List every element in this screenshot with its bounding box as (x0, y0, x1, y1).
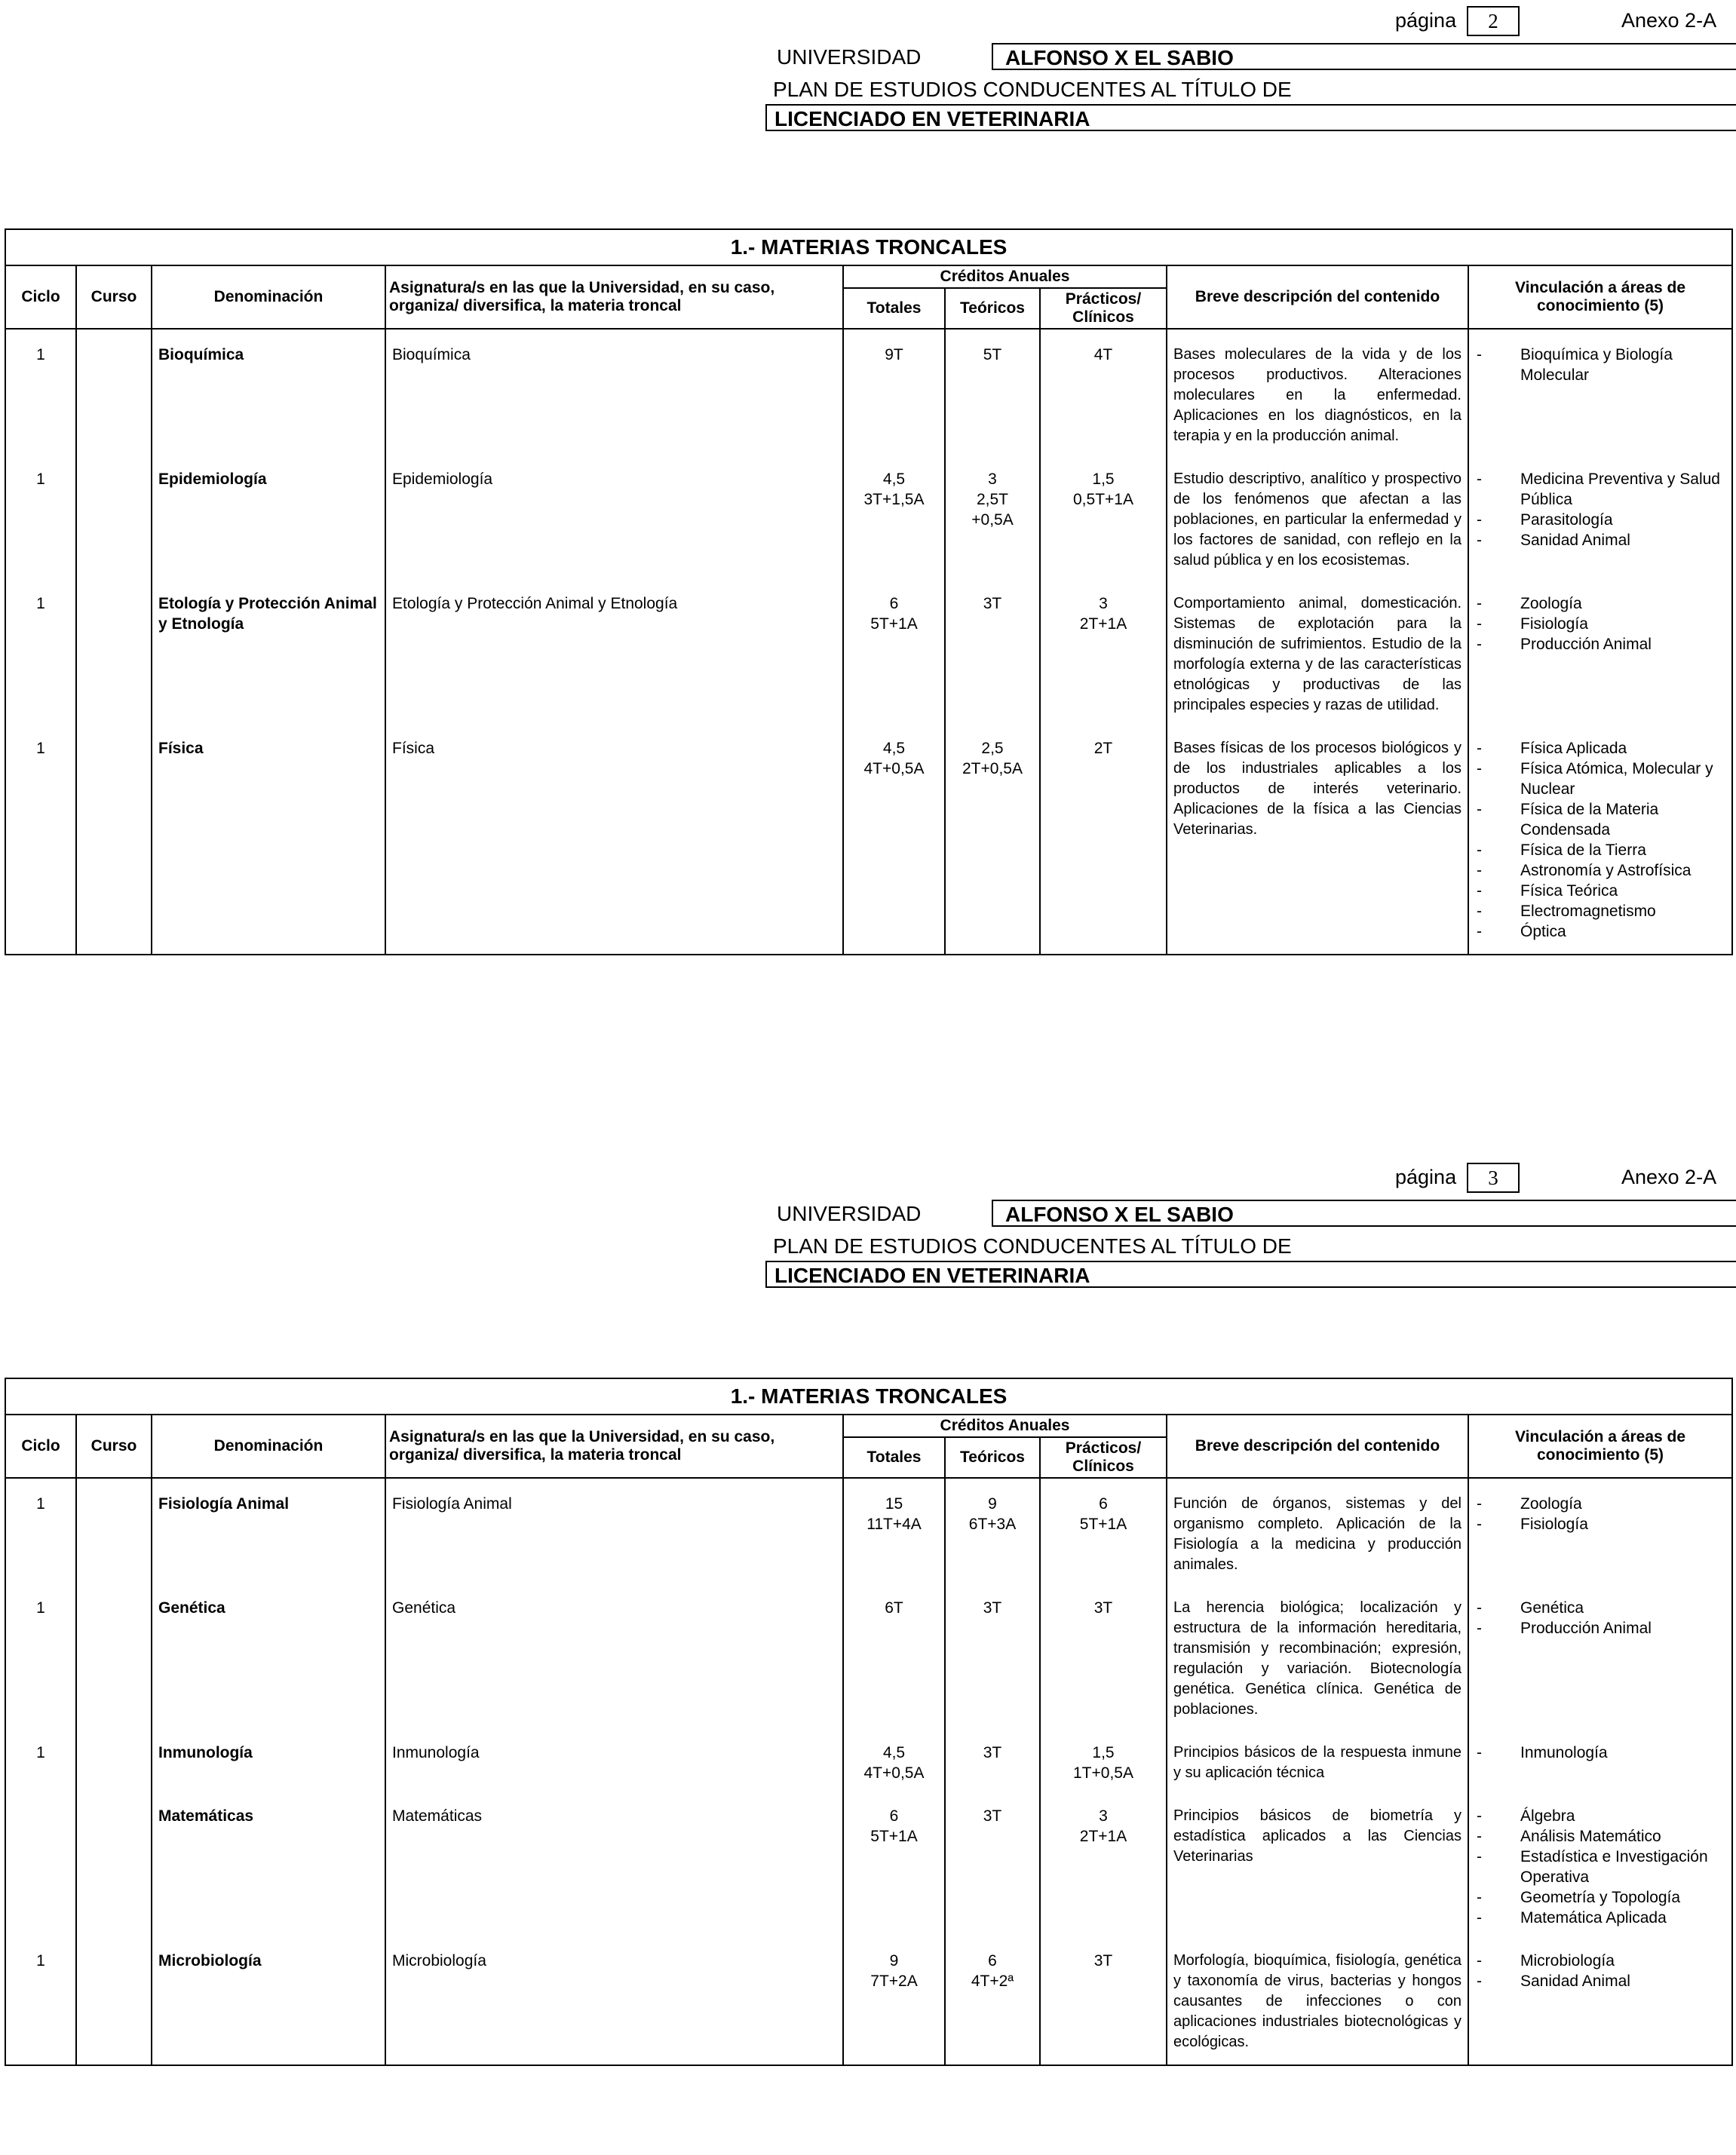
totales-text: 6 5T+1A (870, 1807, 918, 1845)
annex-label: Anexo 2-A (1621, 9, 1717, 32)
area-item: - Matemática Aplicada (1475, 1908, 1725, 1928)
descripcion-text: Bases moleculares de la vida y de los procesos productivos. Alteraciones moleculares en la enfermedad. Aplicaciones en los diagnósticos, en la terapia y en la producción animal. (1173, 346, 1461, 444)
table-row (5, 1587, 1732, 1732)
document-page-2 (0, 0, 1736, 940)
practicos-cell (1040, 728, 1167, 955)
teoricos-cell (945, 1478, 1040, 1587)
descripcion-cell (1167, 728, 1468, 955)
denominacion-cell (152, 1940, 385, 2065)
ciclo-cell (5, 329, 76, 458)
page-header (0, 1157, 1736, 1383)
descripcion-text: La herencia biológica; localización y estructura de la información hereditaria, transmisión y recombinación; expresión, regulación y variación. Biotecnología genética. Genética clínica. Genética de poblaciones. (1173, 1599, 1461, 1718)
denominacion-text: Bioquímica (158, 346, 244, 363)
table-row (5, 1795, 1732, 1940)
university-label: UNIVERSIDAD (777, 45, 922, 69)
col-creditos: Créditos Anuales (843, 1415, 1167, 1437)
totales-text: 6T (885, 1599, 903, 1617)
practicos-text: 2T (1093, 740, 1113, 757)
teoricos-text: 3T (983, 1807, 1002, 1825)
denominacion-text: Fisiología Animal (158, 1495, 290, 1513)
table-row (5, 583, 1732, 728)
descripcion-cell (1167, 1478, 1468, 1587)
asignatura-text: Genética (392, 1599, 456, 1617)
page-number-box: 3 (1467, 1163, 1520, 1193)
totales-text: 6 5T+1A (870, 595, 918, 633)
col-practicos: Prácticos/ Clínicos (1040, 288, 1167, 329)
practicos-cell (1040, 1940, 1167, 2065)
ciclo-cell (5, 458, 76, 583)
col-creditos: Créditos Anuales (843, 265, 1167, 288)
denominacion-cell (152, 1732, 385, 1795)
teoricos-text: 3T (983, 1599, 1002, 1617)
curso-cell (76, 1795, 152, 1940)
asignatura-cell (385, 1795, 843, 1940)
area-item: - Genética (1475, 1598, 1725, 1618)
descripcion-cell (1167, 583, 1468, 728)
asignatura-text: Bioquímica (392, 346, 471, 363)
ciclo-text: 1 (36, 1599, 45, 1617)
totales-cell (843, 329, 945, 458)
teoricos-text: 6 4T+2ª (971, 1952, 1014, 1990)
areas-list (1475, 738, 1725, 942)
area-item: - Electromagnetismo (1475, 901, 1725, 921)
teoricos-cell (945, 329, 1040, 458)
totales-text: 4,5 4T+0,5A (863, 1744, 925, 1782)
area-item: - Física de la Tierra (1475, 840, 1725, 860)
denominacion-text: Etología y Protección Animal y Etnología (158, 595, 377, 633)
practicos-text: 1,5 1T+0,5A (1073, 1744, 1133, 1782)
area-item: - Geometría y Topología (1475, 1887, 1725, 1908)
descripcion-text: Bases físicas de los procesos biológicos y de los industriales aplicables a los productos de interés veterinario. Aplicaciones de la física a las Ciencias Veterinarias. (1173, 740, 1461, 838)
practicos-text: 3 2T+1A (1079, 1807, 1127, 1845)
descripcion-cell (1167, 458, 1468, 583)
denominacion-cell (152, 1795, 385, 1940)
denominacion-cell (152, 1478, 385, 1587)
materias-table (5, 1378, 1733, 2066)
practicos-text: 6 5T+1A (1079, 1495, 1127, 1533)
table-body (5, 329, 1732, 955)
asignatura-cell (385, 1940, 843, 2065)
ciclo-cell (5, 728, 76, 955)
col-descripcion: Breve descripción del contenido (1167, 1415, 1468, 1478)
annex-label: Anexo 2-A (1621, 1166, 1717, 1188)
col-vinculacion: Vinculación a áreas de conocimiento (5) (1468, 265, 1732, 329)
practicos-text: 3T (1093, 1952, 1113, 1970)
table-body (5, 1478, 1732, 2065)
descripcion-text: Función de órganos, sistemas y del organismo completo. Aplicación de la Fisiología a la medicina y producción animales. (1173, 1495, 1461, 1573)
page-header (0, 0, 1736, 226)
descripcion-text: Principios básicos de la respuesta inmune y su aplicación técnica (1173, 1744, 1461, 1781)
university-label: UNIVERSIDAD (777, 1202, 922, 1225)
practicos-cell (1040, 458, 1167, 583)
denominacion-cell (152, 728, 385, 955)
totales-cell (843, 728, 945, 955)
table-row (5, 1478, 1732, 1587)
asignatura-cell (385, 458, 843, 583)
totales-text: 4,5 3T+1,5A (863, 471, 925, 508)
page-label: página (1395, 9, 1457, 32)
denominacion-cell (152, 583, 385, 728)
asignatura-text: Matemáticas (392, 1807, 483, 1825)
col-descripcion: Breve descripción del contenido (1167, 265, 1468, 329)
teoricos-cell (945, 728, 1040, 955)
vinculacion-cell (1468, 1940, 1732, 2065)
totales-text: 9 7T+2A (870, 1952, 918, 1990)
teoricos-text: 3T (983, 1744, 1002, 1761)
col-totales: Totales (843, 1437, 945, 1478)
asignatura-text: Etología y Protección Animal y Etnología (392, 595, 678, 612)
totales-text: 4,5 4T+0,5A (863, 740, 925, 777)
area-item: - Parasitología (1475, 510, 1725, 530)
curso-cell (76, 1478, 152, 1587)
denominacion-text: Física (158, 740, 204, 757)
plan-label: PLAN DE ESTUDIOS CONDUCENTES AL TÍTULO DE (773, 78, 1292, 101)
denominacion-text: Matemáticas (158, 1807, 254, 1825)
teoricos-text: 9 6T+3A (968, 1495, 1017, 1533)
col-practicos: Prácticos/ Clínicos (1040, 1437, 1167, 1478)
area-item: - Zoología (1475, 593, 1725, 614)
asignatura-cell (385, 1587, 843, 1732)
asignatura-cell (385, 728, 843, 955)
practicos-text: 3 2T+1A (1079, 595, 1127, 633)
area-item: - Medicina Preventiva y Salud Pública (1475, 469, 1725, 510)
area-item: - Bioquímica y Biología Molecular (1475, 345, 1725, 385)
teoricos-text: 5T (983, 346, 1002, 363)
denominacion-cell (152, 458, 385, 583)
col-vinculacion: Vinculación a áreas de conocimiento (5) (1468, 1415, 1732, 1478)
teoricos-cell (945, 458, 1040, 583)
denominacion-cell (152, 1587, 385, 1732)
descripcion-cell (1167, 1587, 1468, 1732)
vinculacion-cell (1468, 1478, 1732, 1587)
areas-list (1475, 1743, 1725, 1763)
areas-list (1475, 1806, 1725, 1928)
areas-list (1475, 1951, 1725, 1991)
area-item: - Inmunología (1475, 1743, 1725, 1763)
ciclo-text: 1 (36, 346, 45, 363)
page-number-box: 2 (1467, 6, 1520, 36)
vinculacion-cell (1468, 329, 1732, 458)
practicos-text: 3T (1093, 1599, 1113, 1617)
totales-cell (843, 1478, 945, 1587)
curso-cell (76, 583, 152, 728)
teoricos-cell (945, 1940, 1040, 2065)
teoricos-text: 2,5 2T+0,5A (962, 740, 1023, 777)
teoricos-cell (945, 1795, 1040, 1940)
col-ciclo: Ciclo (5, 1415, 76, 1478)
practicos-cell (1040, 1478, 1167, 1587)
denominacion-text: Microbiología (158, 1952, 262, 1970)
area-item: - Álgebra (1475, 1806, 1725, 1826)
table-row (5, 728, 1732, 955)
vinculacion-cell (1468, 583, 1732, 728)
asignatura-cell (385, 583, 843, 728)
totales-cell (843, 1732, 945, 1795)
col-ciclo: Ciclo (5, 265, 76, 329)
practicos-cell (1040, 1795, 1167, 1940)
asignatura-cell (385, 329, 843, 458)
area-item: - Astronomía y Astrofísica (1475, 860, 1725, 881)
descripcion-text: Estudio descriptivo, analítico y prospectivo de los fenómenos que afectan a las poblaciones, en particular la enfermedad y los factores de sanidad, con reflejo en la salud pública y en los ecosistemas. (1173, 471, 1461, 569)
totales-text: 15 11T+4A (866, 1495, 922, 1533)
degree-box: LICENCIADO EN VETERINARIA (765, 104, 1736, 131)
ciclo-text: 1 (36, 1495, 45, 1513)
area-item: - Fisiología (1475, 614, 1725, 634)
area-item: - Producción Animal (1475, 634, 1725, 654)
curso-cell (76, 728, 152, 955)
col-teoricos: Teóricos (945, 288, 1040, 329)
ciclo-text: 1 (36, 1744, 45, 1761)
totales-cell (843, 1795, 945, 1940)
university-name-box: ALFONSO X EL SABIO (992, 43, 1736, 70)
page-label: página (1395, 1166, 1457, 1188)
ciclo-text: 1 (36, 471, 45, 488)
area-item: - Óptica (1475, 921, 1725, 942)
totales-text: 9T (885, 346, 903, 363)
curso-cell (76, 1587, 152, 1732)
totales-cell (843, 458, 945, 583)
ciclo-text: 1 (36, 740, 45, 757)
table-title: 1.- MATERIAS TRONCALES (5, 229, 1732, 265)
vinculacion-cell (1468, 1587, 1732, 1732)
descripcion-cell (1167, 1795, 1468, 1940)
areas-list (1475, 1494, 1725, 1534)
area-item: - Física de la Materia Condensada (1475, 799, 1725, 840)
col-asignaturas: Asignatura/s en las que la Universidad, en su caso, organiza/ diversifica, la materia troncal (385, 265, 843, 329)
practicos-text: 1,5 0,5T+1A (1073, 471, 1133, 508)
degree-box: LICENCIADO EN VETERINARIA (765, 1261, 1736, 1288)
materias-table (5, 228, 1733, 955)
table-row (5, 458, 1732, 583)
curso-cell (76, 1940, 152, 2065)
area-item: - Fisiología (1475, 1514, 1725, 1534)
curso-cell (76, 458, 152, 583)
practicos-cell (1040, 1732, 1167, 1795)
area-item: - Sanidad Animal (1475, 1971, 1725, 1991)
col-totales: Totales (843, 288, 945, 329)
vinculacion-cell (1468, 728, 1732, 955)
area-item: - Zoología (1475, 1494, 1725, 1514)
areas-list (1475, 1598, 1725, 1638)
table-row (5, 329, 1732, 458)
asignatura-text: Microbiología (392, 1952, 486, 1970)
col-teoricos: Teóricos (945, 1437, 1040, 1478)
descripcion-cell (1167, 329, 1468, 458)
ciclo-text: 1 (36, 595, 45, 612)
ciclo-cell (5, 1478, 76, 1587)
plan-label: PLAN DE ESTUDIOS CONDUCENTES AL TÍTULO DE (773, 1234, 1292, 1258)
ciclo-cell (5, 1587, 76, 1732)
teoricos-cell (945, 583, 1040, 728)
denominacion-text: Genética (158, 1599, 225, 1617)
area-item: - Física Aplicada (1475, 738, 1725, 759)
areas-list (1475, 469, 1725, 550)
totales-cell (843, 1940, 945, 2065)
teoricos-cell (945, 1732, 1040, 1795)
descripcion-text: Comportamiento animal, domesticación. Sistemas de explotación para la disminución de sufrimientos. Estudio de la morfología externa y de las características etnológicas y productivas de las principales especies y razas de utilidad. (1173, 595, 1461, 713)
table-row (5, 1732, 1732, 1795)
ciclo-cell (5, 1795, 76, 1940)
practicos-cell (1040, 1587, 1167, 1732)
area-item: - Sanidad Animal (1475, 530, 1725, 550)
denominacion-text: Inmunología (158, 1744, 253, 1761)
teoricos-cell (945, 1587, 1040, 1732)
area-item: - Estadística e Investigación Operativa (1475, 1847, 1725, 1887)
col-denominacion: Denominación (152, 265, 385, 329)
asignatura-cell (385, 1478, 843, 1587)
vinculacion-cell (1468, 1795, 1732, 1940)
asignatura-text: Fisiología Animal (392, 1495, 512, 1513)
table-row (5, 1940, 1732, 2065)
teoricos-text: 3 2,5T +0,5A (971, 471, 1014, 529)
practicos-cell (1040, 329, 1167, 458)
col-asignaturas: Asignatura/s en las que la Universidad, en su caso, organiza/ diversifica, la materia troncal (385, 1415, 843, 1478)
col-curso: Curso (76, 265, 152, 329)
ciclo-cell (5, 583, 76, 728)
col-denominacion: Denominación (152, 1415, 385, 1478)
ciclo-cell (5, 1940, 76, 2065)
col-curso: Curso (76, 1415, 152, 1478)
vinculacion-cell (1468, 458, 1732, 583)
curso-cell (76, 329, 152, 458)
practicos-text: 4T (1093, 346, 1113, 363)
descripcion-cell (1167, 1732, 1468, 1795)
area-item: - Producción Animal (1475, 1618, 1725, 1638)
descripcion-text: Morfología, bioquímica, fisiología, genética y taxonomía de virus, bacterias y hongos causantes de infecciones o con aplicaciones industriales biotecnológicas y ecológicas. (1173, 1952, 1461, 2050)
descripcion-cell (1167, 1940, 1468, 2065)
denominacion-cell (152, 329, 385, 458)
ciclo-text: 1 (36, 1952, 45, 1970)
totales-cell (843, 583, 945, 728)
curso-cell (76, 1732, 152, 1795)
asignatura-text: Física (392, 740, 435, 757)
asignatura-cell (385, 1732, 843, 1795)
vinculacion-cell (1468, 1732, 1732, 1795)
teoricos-text: 3T (983, 595, 1002, 612)
area-item: - Física Atómica, Molecular y Nuclear (1475, 759, 1725, 799)
table-title: 1.- MATERIAS TRONCALES (5, 1378, 1732, 1415)
totales-cell (843, 1587, 945, 1732)
area-item: - Física Teórica (1475, 881, 1725, 901)
area-item: - Microbiología (1475, 1951, 1725, 1971)
ciclo-cell (5, 1732, 76, 1795)
university-name-box: ALFONSO X EL SABIO (992, 1200, 1736, 1227)
practicos-cell (1040, 583, 1167, 728)
asignatura-text: Epidemiología (392, 471, 493, 488)
area-item: - Análisis Matemático (1475, 1826, 1725, 1847)
asignatura-text: Inmunología (392, 1744, 480, 1761)
document-page-3 (0, 1157, 1736, 2050)
descripcion-text: Principios básicos de biometría y estadística aplicados a las Ciencias Veterinarias (1173, 1807, 1461, 1865)
areas-list (1475, 345, 1725, 385)
areas-list (1475, 593, 1725, 654)
denominacion-text: Epidemiología (158, 471, 267, 488)
